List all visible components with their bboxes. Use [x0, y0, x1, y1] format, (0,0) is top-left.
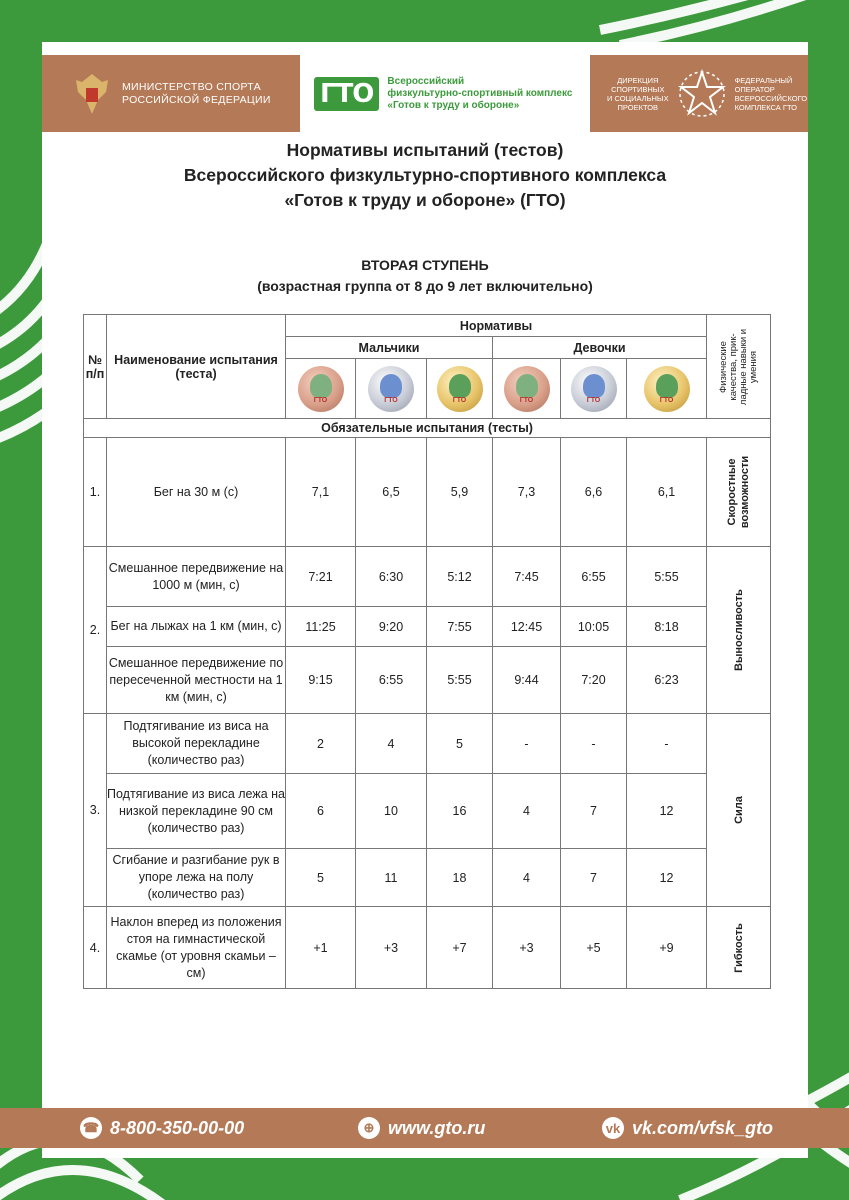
norm-value: 7,3	[493, 438, 561, 547]
site-link[interactable]: www.gto.ru	[388, 1117, 486, 1138]
gto-text-line-2: физкультурно-спортивный комплекс	[387, 87, 573, 99]
norm-value: 5:55	[627, 547, 707, 607]
norm-value: 12:45	[493, 607, 561, 647]
col-boys-header: Мальчики	[286, 337, 493, 359]
operator-logo	[607, 65, 807, 123]
badge-label: ГТО	[452, 396, 467, 404]
norm-value: 12	[627, 849, 707, 907]
document-page	[42, 42, 808, 1158]
star-emblem-icon	[677, 69, 727, 119]
directorate-line-2: СПОРТИВНЫХ	[611, 85, 665, 94]
norm-value: 5	[427, 714, 493, 774]
norm-value: +7	[427, 907, 493, 989]
gold-badge-icon	[437, 366, 483, 412]
test-number: 1.	[84, 438, 107, 547]
test-number: 4.	[84, 907, 107, 989]
table-row	[84, 438, 771, 547]
coat-of-arms-icon	[72, 70, 112, 118]
stage-title: ВТОРАЯ СТУПЕНЬ	[361, 257, 489, 273]
directorate-line-4: ПРОЕКТОВ	[617, 103, 659, 112]
badge-girls-silver	[561, 359, 627, 419]
directorate-line-1: ДИРЕКЦИЯ	[617, 76, 659, 85]
badge-label: ГТО	[586, 396, 601, 404]
globe-icon: ⊕	[358, 1117, 380, 1139]
footer-site	[358, 1108, 485, 1148]
norm-value: 10:05	[561, 607, 627, 647]
test-number: 3.	[84, 714, 107, 907]
table-row	[84, 547, 771, 607]
norm-value: 6:55	[561, 547, 627, 607]
col-girls-header: Девочки	[493, 337, 707, 359]
norm-value: 6,6	[561, 438, 627, 547]
badge-girls-gold	[627, 359, 707, 419]
quality-label: Сила	[732, 796, 745, 824]
ministry-logo	[72, 65, 271, 123]
gto-text-line-3: «Готов к труду и обороне»	[387, 99, 520, 111]
norm-value: 2	[286, 714, 356, 774]
qualities-label: Физические качества, прик- ладные навыки и умения	[717, 328, 759, 405]
table-row	[84, 774, 771, 849]
norm-value: 7:21	[286, 547, 356, 607]
bronze-badge-icon	[298, 366, 344, 412]
header-band	[42, 55, 808, 132]
norm-value: 4	[493, 849, 561, 907]
norm-value: 7:20	[561, 647, 627, 714]
badge-girls-bronze	[493, 359, 561, 419]
bronze-badge-icon	[504, 366, 550, 412]
phone-number[interactable]: 8-800-350-00-00	[110, 1117, 245, 1138]
quality-label: Выносливость	[732, 589, 745, 671]
test-name: Бег на лыжах на 1 км (мин, с)	[107, 607, 286, 647]
operator-line-4: КОМПЛЕКСА ГТО	[734, 103, 798, 112]
norm-value: +1	[286, 907, 356, 989]
norm-value: 5:55	[427, 647, 493, 714]
operator-line-2: ОПЕРАТОР	[734, 85, 775, 94]
col-qualities-header	[707, 315, 771, 419]
directorate-line-3: И СОЦИАЛЬНЫХ	[607, 94, 669, 103]
table-row	[84, 647, 771, 714]
norm-value: 16	[427, 774, 493, 849]
norm-value: 5	[286, 849, 356, 907]
gold-badge-icon	[644, 366, 690, 412]
vk-icon: vk	[602, 1117, 624, 1139]
norm-value: 9:44	[493, 647, 561, 714]
silver-badge-icon	[368, 366, 414, 412]
norms-table	[83, 314, 771, 989]
quality-cell	[707, 438, 771, 547]
quality-cell	[707, 907, 771, 989]
quality-label: Скоростные возможности	[725, 455, 751, 529]
norm-value: 4	[493, 774, 561, 849]
test-name: Наклон вперед из положения стоя на гимнастической скамье (от уровня скамьи – см)	[107, 907, 286, 989]
norm-value: 5:12	[427, 547, 493, 607]
col-name-header: Наименование испытания (теста)	[107, 315, 286, 419]
norm-value: -	[561, 714, 627, 774]
test-name: Смешанное передвижение по пересеченной местности на 1 км (мин, с)	[107, 647, 286, 714]
table-row	[84, 714, 771, 774]
norm-value: 7	[561, 849, 627, 907]
norm-value: 6:55	[356, 647, 427, 714]
norm-value: 6	[286, 774, 356, 849]
table-row	[84, 607, 771, 647]
test-name: Бег на 30 м (с)	[107, 438, 286, 547]
norm-value: 6,5	[356, 438, 427, 547]
badge-label: ГТО	[519, 396, 534, 404]
test-name: Подтягивание из виса на высокой перекладине (количество раз)	[107, 714, 286, 774]
norm-value: 10	[356, 774, 427, 849]
test-name: Сгибание и разгибание рук в упоре лежа на полу (количество раз)	[107, 849, 286, 907]
norm-value: -	[493, 714, 561, 774]
stage-heading	[42, 255, 808, 297]
norm-value: -	[627, 714, 707, 774]
norm-value: 7	[561, 774, 627, 849]
norm-value: 18	[427, 849, 493, 907]
norm-value: 8:18	[627, 607, 707, 647]
col-num-header: № п/п	[84, 315, 107, 419]
badge-boys-gold	[427, 359, 493, 419]
footer-vk	[602, 1108, 773, 1148]
quality-label: Гибкость	[732, 922, 745, 973]
norm-value: 9:20	[356, 607, 427, 647]
gto-brand	[300, 55, 590, 132]
badge-boys-bronze	[286, 359, 356, 419]
vk-link[interactable]: vk.com/vfsk_gto	[632, 1117, 774, 1138]
norm-value: +9	[627, 907, 707, 989]
silver-badge-icon	[571, 366, 617, 412]
test-name: Смешанное передвижение на 1000 м (мин, с)	[107, 547, 286, 607]
table-row	[84, 849, 771, 907]
footer-phone	[80, 1108, 244, 1148]
norm-value: +3	[356, 907, 427, 989]
mandatory-section-header: Обязательные испытания (тесты)	[84, 419, 771, 438]
page-title	[42, 138, 808, 213]
badge-boys-silver	[356, 359, 427, 419]
phone-icon: ☎	[80, 1117, 102, 1139]
norm-value: 11	[356, 849, 427, 907]
title-line-2: Всероссийского физкультурно-спортивного комплекса	[183, 165, 667, 185]
ministry-line-1: МИНИСТЕРСТВО СПОРТА	[122, 81, 261, 93]
col-norms-header: Нормативы	[286, 315, 707, 337]
norm-value: 6:30	[356, 547, 427, 607]
norm-value: 12	[627, 774, 707, 849]
title-line-1: Нормативы испытаний (тестов)	[286, 140, 564, 160]
operator-line-1: ФЕДЕРАЛЬНЫЙ	[734, 76, 793, 85]
norm-value: 6:23	[627, 647, 707, 714]
quality-cell	[707, 714, 771, 907]
badge-label: ГТО	[384, 396, 398, 404]
badge-label: ГТО	[659, 396, 674, 404]
title-line-3: «Готов к труду и обороне» (ГТО)	[284, 190, 566, 210]
badge-label: ГТО	[313, 396, 328, 404]
footer-band	[0, 1108, 849, 1148]
norm-value: 9:15	[286, 647, 356, 714]
ministry-line-2: РОССИЙСКОЙ ФЕДЕРАЦИИ	[122, 94, 271, 106]
norm-value: 5,9	[427, 438, 493, 547]
operator-line-3: ВСЕРОССИЙСКОГО	[734, 94, 808, 103]
norm-value: 7:45	[493, 547, 561, 607]
age-group: (возрастная группа от 8 до 9 лет включительно)	[257, 278, 593, 294]
norm-value: 7,1	[286, 438, 356, 547]
norm-value: 11:25	[286, 607, 356, 647]
gto-logo: ГТО	[314, 77, 379, 111]
test-number: 2.	[84, 547, 107, 714]
table-row	[84, 907, 771, 989]
gto-text-line-1: Всероссийский	[387, 75, 465, 87]
norm-value: +5	[561, 907, 627, 989]
norm-value: +3	[493, 907, 561, 989]
norm-value: 6,1	[627, 438, 707, 547]
norm-value: 7:55	[427, 607, 493, 647]
test-name: Подтягивание из виса лежа на низкой перекладине 90 см (количество раз)	[107, 774, 286, 849]
quality-cell	[707, 547, 771, 714]
norm-value: 4	[356, 714, 427, 774]
